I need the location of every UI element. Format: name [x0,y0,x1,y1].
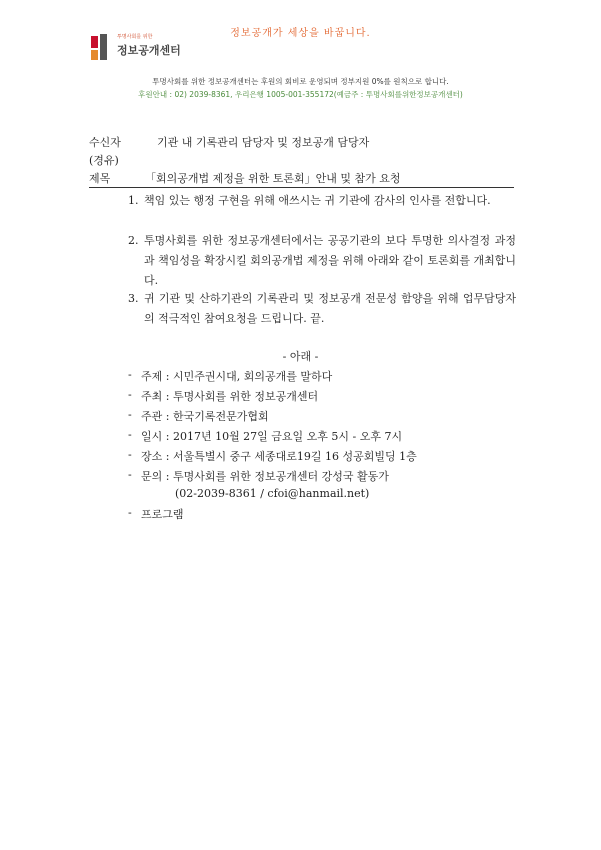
recipient-label: 수신자 [89,136,121,149]
item-text: 주관 : 한국기록전문가협회 [141,410,269,423]
paragraph-number: 1. [128,194,139,207]
paragraph-number: 3. [128,292,139,305]
logo-tagline: 투명사회를 위한 [117,34,153,40]
item-dash: - [128,448,132,461]
logo-mark-icon [91,34,113,64]
paragraph-text: 귀 기관 및 산하기관의 기록관리 및 정보공개 전문성 함양을 위해 업무담당자의 적극적인 참여요청을 드립니다. 끝. [144,292,516,325]
item-dash: - [128,368,132,381]
header-donation-info: 후원안내 : 02) 2039-8361, 우리은행 1005-001-355172(예금주 : 투명사회를위한정보공개센터) [138,90,463,99]
paragraph-3 [128,289,518,329]
item-text: 문의 : 투명사회를 위한 정보공개센터 강성국 활동가 [141,470,389,483]
header-funding-note: 투명사회를 위한 정보공개센터는 후원의 회비로 운영되며 정부지원 0%를 원칙으로 합니다. [152,77,449,86]
item-dash: - [128,468,132,481]
subject-divider [89,187,514,188]
paragraph-text: 책임 있는 행정 구현을 위해 애쓰시는 귀 기관에 감사의 인사를 전합니다. [144,194,491,207]
header-slogan: 정보공개가 세상을 바꿉니다. [230,28,371,39]
item-dash: - [128,388,132,401]
paragraph-text: 투명사회를 위한 정보공개센터에서는 공공기관의 보다 투명한 의사결정 과정과 책임성을 확장시킬 회의공개법 제정을 위해 아래와 같이 토론회를 개최합니다. [144,234,516,287]
recipient-value: 기관 내 기록관리 담당자 및 정보공개 담당자 [157,136,370,149]
contact-details: (02-2039-8361 / cfoi@hanmail.net) [175,487,370,500]
paragraph-number: 2. [128,234,139,247]
below-heading: - 아래 - [282,350,319,363]
item-text: 일시 : 2017년 10월 27일 금요일 오후 5시 - 오후 7시 [141,430,403,443]
item-text: 프로그램 [141,508,184,521]
item-dash: - [128,428,132,441]
paragraph-2 [128,231,518,291]
subject-label: 제목 [89,172,111,185]
item-text: 장소 : 서울특별시 중구 세종대로19길 16 성공회빌딩 1층 [141,450,417,463]
via-label: (경유) [89,154,119,167]
item-dash: - [128,506,132,519]
subject-value: 「회의공개법 제정을 위한 토론회」안내 및 참가 요청 [145,172,401,185]
item-dash: - [128,408,132,421]
organization-logo [91,30,211,66]
logo-name: 정보공개센터 [117,44,181,57]
item-text: 주제 : 시민주권시대, 회의공개를 말하다 [141,370,333,383]
paragraph-1 [128,191,518,231]
item-text: 주최 : 투명사회를 위한 정보공개센터 [141,390,319,403]
